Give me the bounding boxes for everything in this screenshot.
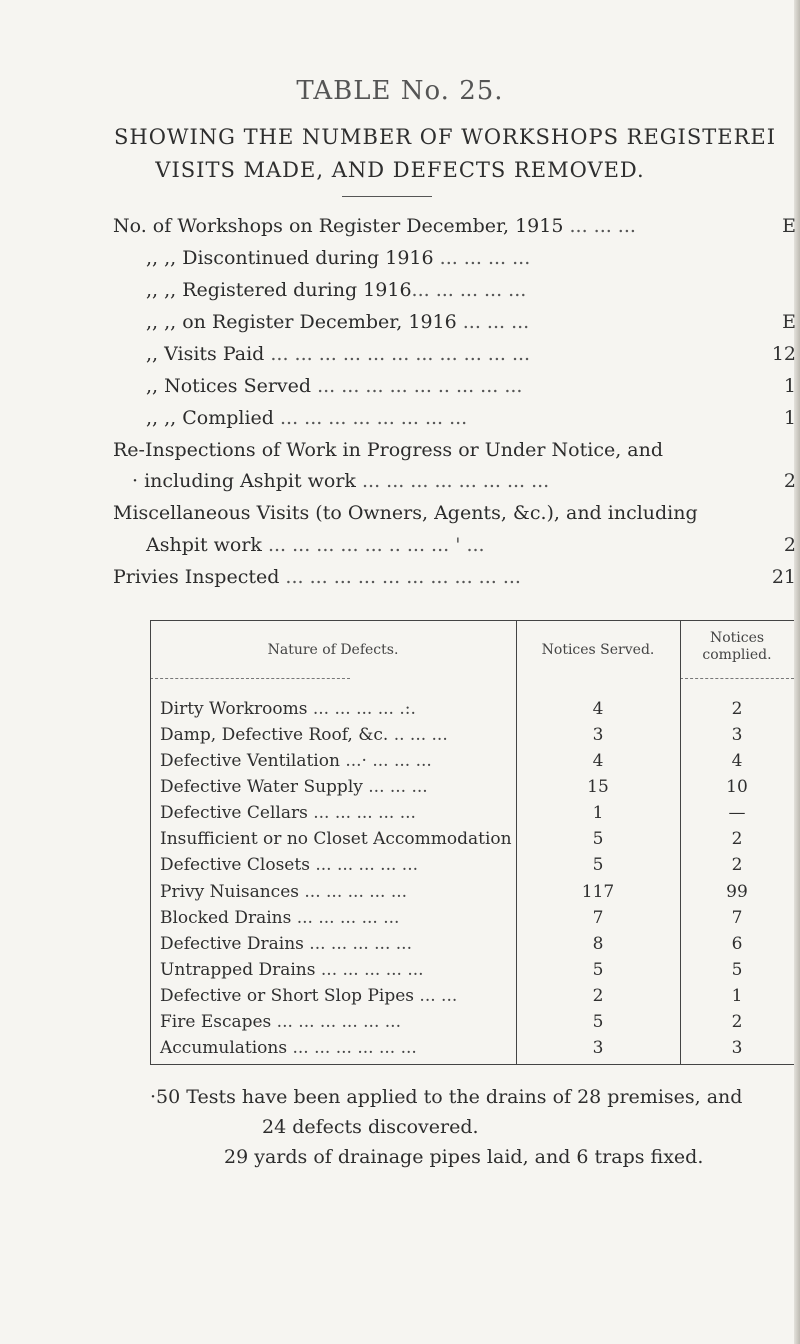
table-top-rule — [150, 620, 794, 621]
header-notices-complied — [680, 630, 794, 664]
table-row-label: Privy Nuisances ... ... ... ... ... — [160, 882, 408, 902]
stat-value: 2 — [783, 470, 796, 492]
cell-served: 7 — [592, 908, 604, 928]
table-row-label: Defective or Short Slop Pipes ... ... — [160, 986, 458, 1006]
stat-line: ,, ,, Registered during 1916... ... ... ... ... — [146, 279, 527, 301]
stat-line: · including Ashpit work ... ... ... ... ... ... ... ... — [132, 470, 550, 492]
table-row-label: Dirty Workrooms ... ... ... ... .:. — [160, 699, 416, 719]
cell-served: 5 — [592, 855, 604, 875]
cell-complied: 3 — [731, 1038, 743, 1058]
table-row-label: Blocked Drains ... ... ... ... ... — [160, 908, 400, 928]
table-row-label: Defective Water Supply ... ... ... — [160, 777, 428, 797]
table-row-label: Fire Escapes ... ... ... ... ... ... — [160, 1012, 401, 1032]
note-line-3: 29 yards of drainage pipes laid, and 6 traps fixed. — [224, 1146, 704, 1168]
stat-value: 2 — [783, 534, 796, 556]
cell-complied: 2 — [731, 829, 743, 849]
cell-complied: 2 — [731, 855, 743, 875]
table-row-label: Defective Cellars ... ... ... ... ... — [160, 803, 416, 823]
column-divider-1 — [516, 620, 517, 1064]
stat-line: ,, ,, Complied ... ... ... ... ... ... ... ... — [146, 407, 468, 429]
cell-complied: 6 — [731, 934, 743, 954]
cell-complied: 99 — [726, 882, 748, 902]
table-row-label: Insufficient or no Closet Accommodation — [160, 829, 512, 849]
cell-complied: 2 — [731, 1012, 743, 1032]
cell-complied: 4 — [731, 751, 743, 771]
stat-line: ,, Visits Paid ... ... ... ... ... ... ... ... ... ... ... — [146, 343, 531, 365]
cell-served: 4 — [592, 699, 604, 719]
cell-served: 1 — [592, 803, 604, 823]
cell-complied: 7 — [731, 908, 743, 928]
subtitle-line-1: SHOWING THE NUMBER OF WORKSHOPS REGISTEREI — [114, 125, 777, 149]
cell-served: 8 — [592, 934, 604, 954]
stat-line: Privies Inspected ... ... ... ... ... ... ... ... ... ... — [113, 566, 521, 588]
note-line-1: ·50 Tests have been applied to the drains of 28 premises, and — [150, 1086, 743, 1108]
stat-value: 1 — [783, 407, 796, 429]
header-rule-right — [680, 678, 794, 680]
stat-value: 12 — [771, 343, 796, 365]
cell-served: 2 — [592, 986, 604, 1006]
cell-served: 3 — [592, 1038, 604, 1058]
stat-line: Ashpit work ... ... ... ... ... .. ... ... ' ... — [146, 534, 485, 556]
cell-served: 5 — [592, 829, 604, 849]
header-rule-left — [150, 678, 350, 680]
stat-line: ,, ,, on Register December, 1916 ... ... ... — [146, 311, 530, 333]
cell-served: 3 — [592, 725, 604, 745]
subtitle-line-2: VISITS MADE, AND DEFECTS REMOVED. — [155, 158, 645, 182]
table-bottom-rule — [150, 1064, 794, 1065]
cell-served: 4 — [592, 751, 604, 771]
stat-line: ,, ,, Discontinued during 1916 ... ... ... ... — [146, 247, 531, 269]
note-line-2: 24 defects discovered. — [262, 1116, 479, 1138]
header-nature-of-defects: Nature of Defects. — [267, 642, 399, 658]
cell-served: 117 — [581, 882, 615, 902]
stat-value: 1 — [783, 375, 796, 397]
header-complied-line-2: complied. — [702, 647, 772, 663]
cell-complied: 3 — [731, 725, 743, 745]
cell-complied: — — [728, 803, 746, 823]
stat-line: No. of Workshops on Register December, 1915 ... ... ... — [113, 215, 636, 237]
header-notices-served: Notices Served. — [541, 642, 655, 658]
column-divider-2 — [680, 620, 681, 1064]
stat-value: E — [782, 311, 796, 333]
table-left-border — [150, 620, 151, 1064]
title-rule — [342, 196, 432, 197]
stat-line: Miscellaneous Visits (to Owners, Agents, &c.), and including — [113, 502, 698, 524]
table-title: TABLE No. 25. — [296, 76, 504, 106]
row-text: Accumulations — [160, 1038, 288, 1058]
table-row-label: Untrapped Drains ... ... ... ... ... — [160, 960, 424, 980]
header-complied-line-1: Notices — [709, 630, 765, 646]
row-dots: ... ... ... ... ... ... — [287, 1038, 417, 1058]
stat-line: Re-Inspections of Work in Progress or Under Notice, and — [113, 439, 664, 461]
table-row-label: Damp, Defective Roof, &c. .. ... ... — [160, 725, 448, 745]
table-row-label: Defective Ventilation ...· ... ... ... — [160, 751, 432, 771]
stat-line: ,, Notices Served ... ... ... ... ... .. ... ... ... — [146, 375, 523, 397]
table-row-label: Defective Closets ... ... ... ... ... — [160, 855, 418, 875]
cell-served: 5 — [592, 960, 604, 980]
page-edge-shadow — [794, 0, 800, 1344]
cell-complied: 10 — [726, 777, 748, 797]
cell-served: 15 — [587, 777, 609, 797]
table-row-label: Defective Drains ... ... ... ... ... — [160, 934, 412, 954]
stat-value: E — [782, 215, 796, 237]
cell-complied: 5 — [731, 960, 743, 980]
stat-value: 21 — [771, 566, 796, 588]
table-row-label — [160, 1038, 417, 1058]
cell-served: 5 — [592, 1012, 604, 1032]
cell-complied: 1 — [731, 986, 743, 1006]
cell-complied: 2 — [731, 699, 743, 719]
